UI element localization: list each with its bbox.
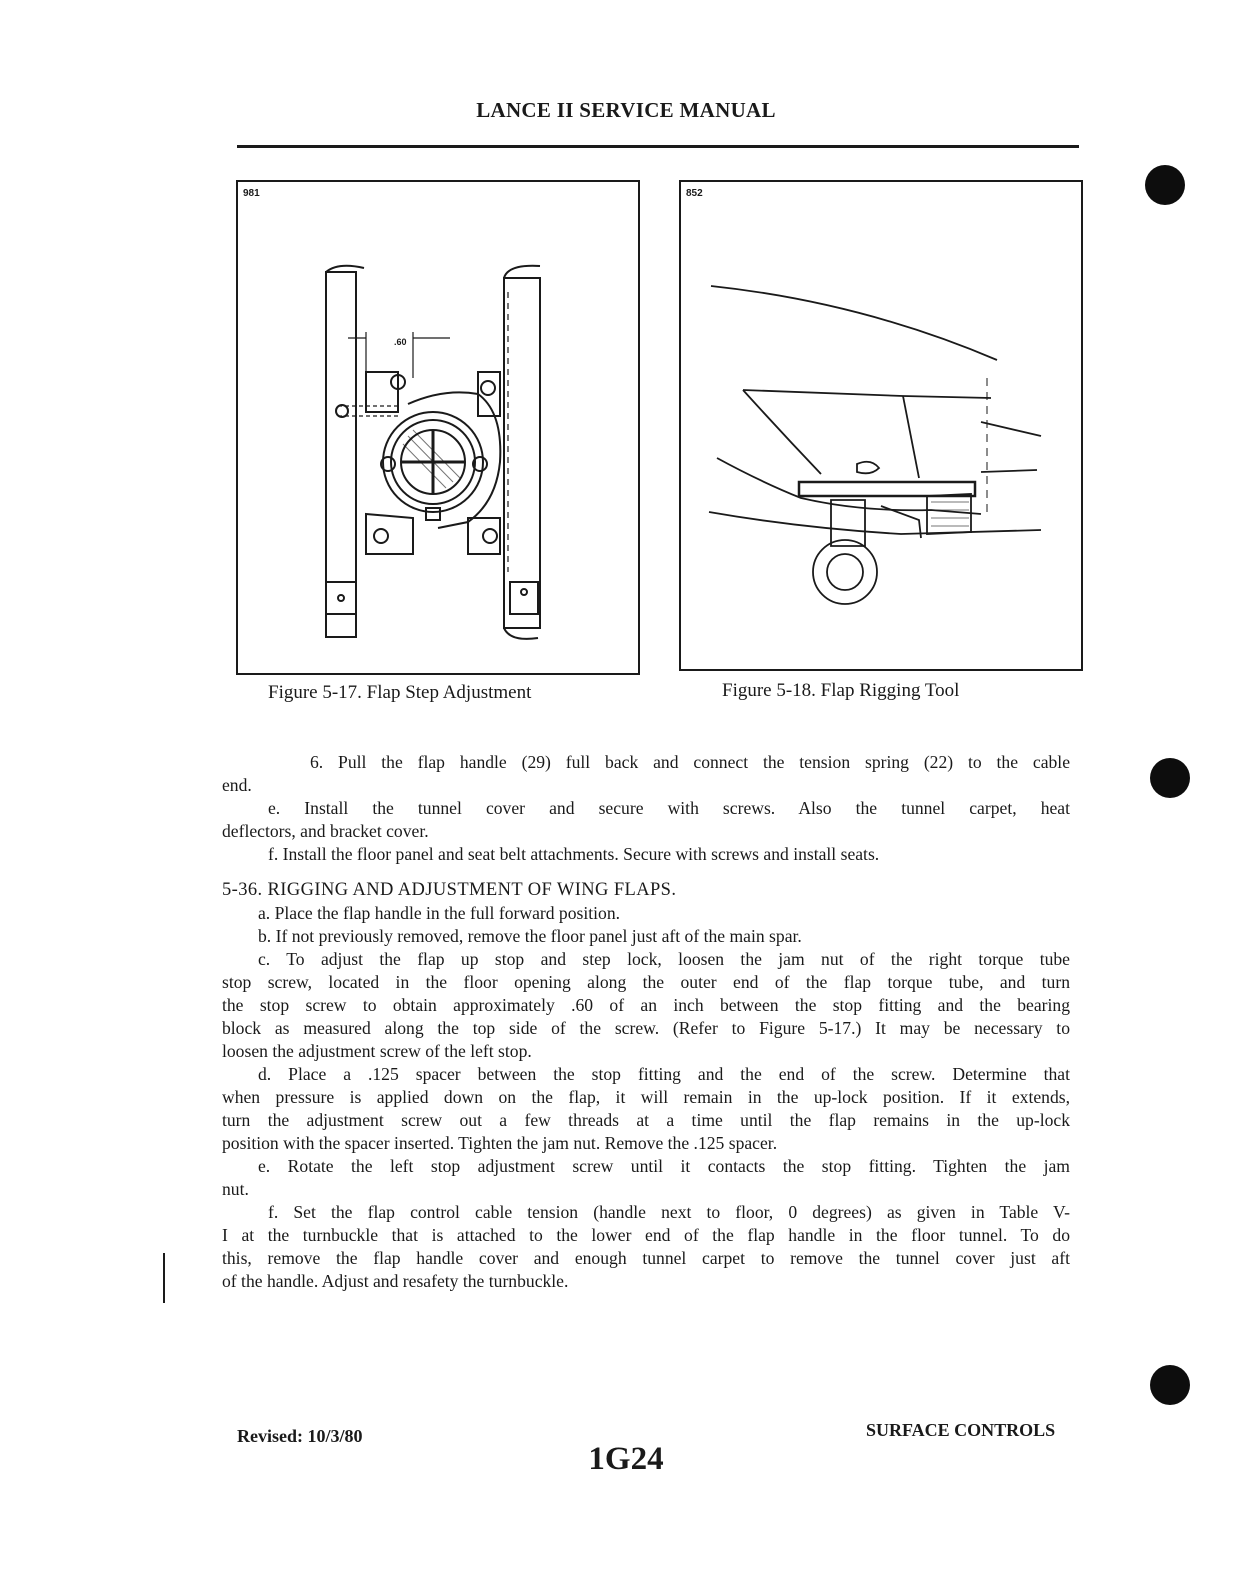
binder-hole-middle [1150, 758, 1190, 798]
step-e-line-1: e. Install the tunnel cover and secure with screws. Also the tunnel carpet, heat [268, 798, 1070, 818]
binder-hole-bottom [1150, 1365, 1190, 1405]
flap-rigging-drawing [681, 182, 1081, 669]
page-header-title: LANCE II SERVICE MANUAL [476, 98, 776, 122]
figure-5-18-caption: Figure 5-18. Flap Rigging Tool [722, 680, 960, 701]
step-f2-line-2: I at the turnbuckle that is attached to the lower end of the flap handle in the floor tunnel. To do [222, 1225, 1070, 1245]
dimension-label: .60 [394, 337, 407, 347]
step-d-line-3: turn the adjustment screw out a few threads at a time until the flap remains in the up-lock [222, 1110, 1070, 1130]
step-c-line-2: stop screw, located in the floor opening along the outer end of the flap torque tube, and turn [222, 972, 1070, 992]
figure-5-17-caption: Figure 5-17. Flap Step Adjustment [268, 682, 532, 703]
footer-revised-date: Revised: 10/3/80 [237, 1426, 363, 1446]
step-f2-line-4: of the handle. Adjust and resafety the turnbuckle. [222, 1271, 569, 1291]
step-a: a. Place the flap handle in the full forward position. [258, 903, 621, 923]
section-heading: 5-36. RIGGING AND ADJUSTMENT OF WING FLAPS. [222, 880, 677, 900]
step-f2-line-3: this, remove the flap handle cover and enough tunnel carpet to remove the tunnel cover just aft [222, 1248, 1070, 1268]
binder-hole-top [1145, 165, 1185, 205]
step-6-line-1: 6. Pull the flap handle (29) full back and connect the tension spring (22) to the cable [310, 752, 1070, 772]
body-text [222, 751, 1070, 1293]
header-rule [237, 145, 1079, 148]
step-d-line-1: d. Place a .125 spacer between the stop fitting and the end of the screw. Determine that [258, 1064, 1070, 1084]
step-c-line-5: loosen the adjustment screw of the left stop. [222, 1041, 532, 1061]
step-b: b. If not previously removed, remove the floor panel just aft of the main spar. [258, 926, 802, 946]
page-number: 1G24 [588, 1441, 664, 1477]
step-e2-line-1: e. Rotate the left stop adjustment screw until it contacts the stop fitting. Tighten the jam [258, 1156, 1070, 1176]
figure-flap-step-adjustment [236, 180, 640, 675]
step-d-line-2: when pressure is applied down on the flap, it will remain in the up-lock position. If it extends, [222, 1087, 1070, 1107]
revision-change-bar [163, 1253, 165, 1303]
step-e2-line-2: nut. [222, 1179, 249, 1199]
step-c-line-4: block as measured along the top side of the screw. (Refer to Figure 5-17.) It may be necessary to [222, 1018, 1070, 1038]
flap-step-drawing [238, 182, 638, 673]
figure-flap-rigging-tool [679, 180, 1083, 671]
step-f2-line-1: f. Set the flap control cable tension (handle next to floor, 0 degrees) as given in Table V- [268, 1202, 1070, 1222]
step-c-line-3: the stop screw to obtain approximately .60 of an inch between the stop fitting and the bearing [222, 995, 1070, 1015]
step-d-line-4: position with the spacer inserted. Tighten the jam nut. Remove the .125 spacer. [222, 1133, 778, 1153]
step-c-line-1: c. To adjust the flap up stop and step lock, loosen the jam nut of the right torque tube [258, 949, 1070, 969]
footer-section-name: SURFACE CONTROLS [866, 1420, 1056, 1440]
step-e-line-2: deflectors, and bracket cover. [222, 821, 429, 841]
figure-code: 852 [686, 188, 703, 199]
step-6-line-2: end. [222, 775, 252, 795]
step-f-line-1: f. Install the floor panel and seat belt attachments. Secure with screws and install seats. [268, 844, 880, 864]
figure-code: 981 [243, 188, 260, 199]
